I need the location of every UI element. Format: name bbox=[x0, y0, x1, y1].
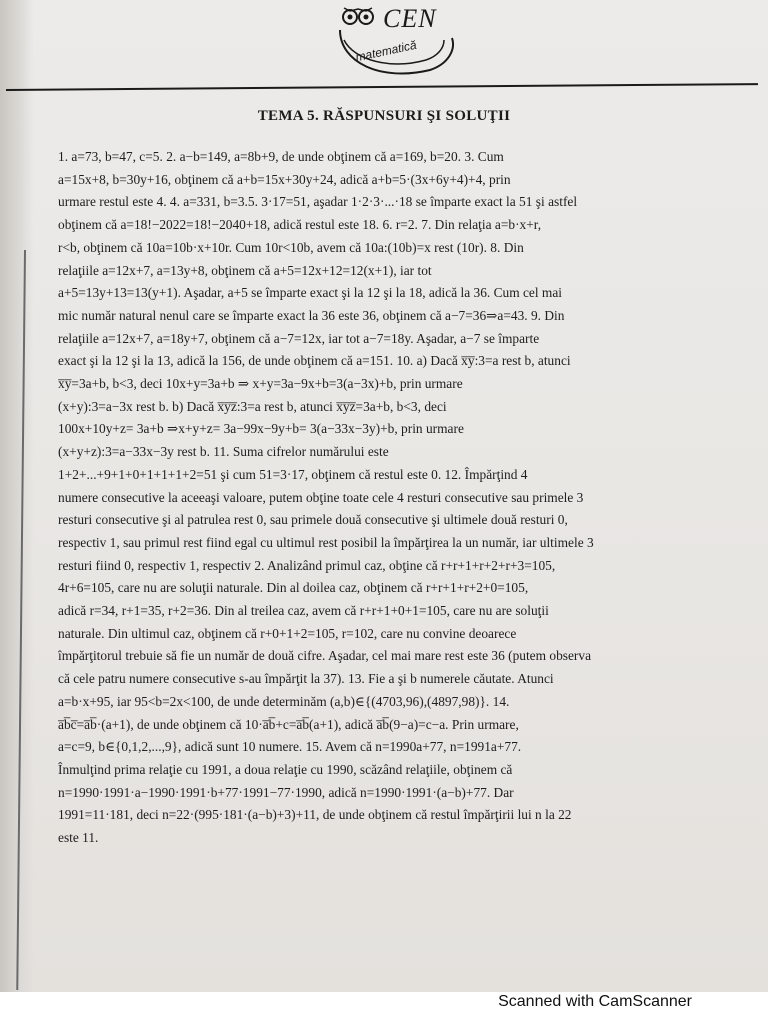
text-line: a̅b̅c̅=a̅b̅·(a+1), de unde obţinem că 10·a̅b̅+c=a̅b̅(a+1), adică a̅b̅(9−a)=c−a. Prin urmare, bbox=[58, 716, 519, 732]
text-line: (x+y):3=a−3x rest b. b) Dacă x̅y̅z̅:3=a rest b, atunci x̅y̅z̅=3a+b, b<3, deci bbox=[58, 398, 447, 414]
header-rule bbox=[6, 83, 758, 91]
text-line: a=c=9, b∈{0,1,2,...,9}, adică sunt 10 numere. 15. Avem că n=1990a+77, n=1991a+77. bbox=[58, 739, 522, 755]
text-line: Înmulţind prima relaţie cu 1991, a doua relaţie cu 1990, scăzând relaţiile, obţinem că bbox=[58, 761, 513, 777]
text-line: resturi fiind 0, respectiv 1, respectiv 2. Analizând primul caz, obţine că r+r+1+r+2+r+3=105, bbox=[58, 557, 556, 573]
text-line: 4r+6=105, care nu are soluţii naturale. Din al doilea caz, obţinem că r+r+1+r+2+0=105, bbox=[58, 580, 529, 596]
text-line: 1. a=73, b=47, c=5. 2. a−b=149, a=8b+9, de unde obţinem că a=169, b=20. 3. Cum bbox=[58, 149, 504, 164]
text-line: numere consecutive la aceeaşi valoare, putem obţine toate cele 4 resturi consecutive sau primele 3 bbox=[58, 489, 584, 505]
text-line: a+5=13y+13=13(y+1). Aşadar, a+5 se împarte exact şi la 12 şi la 18, adică la 36. Cum cel mai bbox=[58, 285, 563, 301]
scanner-watermark: Scanned with CamScanner bbox=[498, 993, 692, 1010]
text-line: respectiv 1, sau primul rest fiind egal cu ultimul rest posibil la împărţirea la un număr, iar ultimele 3 bbox=[58, 534, 594, 550]
text-line: 1991=11·181, deci n=22·(995·181·(a−b)+3)+11, de unde obţinem că restul împărţirii lui n la 22 bbox=[58, 807, 572, 823]
text-line: naturale. Din ultimul caz, obţinem că r+0+1+2=105, r=102, care nu convine deoarece bbox=[58, 625, 517, 641]
text-line: r<b, obţinem că 10a=10b·x+10r. Cum 10r<10b, avem că 10a:(10b)=x rest (10r). 8. Din bbox=[58, 239, 524, 255]
text-line: 1+2+...+9+1+0+1+1+1+2=51 şi cum 51=3·17, obţinem că restul este 0. 12. Împărţind 4 bbox=[58, 466, 528, 482]
text-line: a=b·x+95, iar 95<b=2x<100, de unde determinăm (a,b)∈{(4703,96),(4897,98)}. 14. bbox=[58, 693, 510, 709]
text-line: relaţiile a=12x+7, a=18y+7, obţinem că a−7=12x, iar tot a−7=18y. Aşadar, a−7 se împarte bbox=[58, 330, 540, 346]
page-title: TEMA 5. RĂSPUNSURI ŞI SOLUŢII bbox=[257, 108, 511, 124]
text-line: adică r=34, r+1=35, r+2=36. Din al treilea caz, avem că r+r+1+0+1=105, care nu are soluţii bbox=[58, 603, 549, 619]
scanner-footer bbox=[0, 992, 768, 1024]
text-line: 100x+10y+z= 3a+b ⇒x+y+z= 3a−99x−9y+b= 3(a−33x−3y)+b, prin urmare bbox=[58, 421, 464, 437]
logo-subtitle: matematică bbox=[354, 37, 418, 65]
text-line: împărţitorul trebuie să fie un număr de două cifre. Aşadar, cel mai mare rest este 36 (putem observa bbox=[58, 648, 592, 664]
text-line: relaţiile a=12x+7, a=13y+8, obţinem că a+5=12x+12=12(x+1), iar tot bbox=[58, 262, 432, 278]
text-line: resturi consecutive şi al patrulea rest 0, sau primele două consecutive şi ultimele două resturi 0, bbox=[58, 512, 568, 528]
text-line: mic număr natural nenul care se împarte exact la 36 este 36, obţinem că a−7=36⇒a=43. 9. Din bbox=[58, 307, 565, 323]
solutions-text bbox=[58, 146, 710, 850]
text-line: că cele patru numere consecutive s-au împărţit la 37). 13. Fie a şi b numerele căutate. Atunci bbox=[58, 671, 554, 687]
text-line: obţinem că a=18!−2022=18!−2040+18, adică restul este 18. 6. r=2. 7. Din relaţia a=b·x+r, bbox=[58, 217, 542, 233]
logo-brand-text: CEN bbox=[383, 4, 437, 33]
text-line: urmare restul este 4. 4. a=331, b=3.5. 3·17=51, aşadar 1·2·3·...·18 se împarte exact la 51 şi astfel bbox=[58, 194, 578, 210]
text-line: a=15x+8, b=30y+16, obţinem că a+b=15x+30y+24, adică a+b=5·(3x+6y+4)+4, prin bbox=[58, 171, 511, 187]
text-line: n=1990·1991·a−1990·1991·b+77·1991−77·1990, adică n=1990·1991·(a−b)+77. Dar bbox=[58, 784, 514, 800]
text-line: exact şi la 12 şi la 13, adică la 156, de unde obţinem că a=151. 10. a) Dacă x̅y̅:3=a rest b, atunci bbox=[58, 353, 571, 369]
text-line: (x+y+z):3=a−33x−3y rest b. 11. Suma cifrelor numărului este bbox=[58, 444, 389, 460]
text-line: este 11. bbox=[58, 830, 99, 846]
text-line: x̅y̅=3a+b, b<3, deci 10x+y=3a+b ⇒ x+y=3a−9x+b=3(a−3x)+b, prin urmare bbox=[58, 376, 463, 392]
